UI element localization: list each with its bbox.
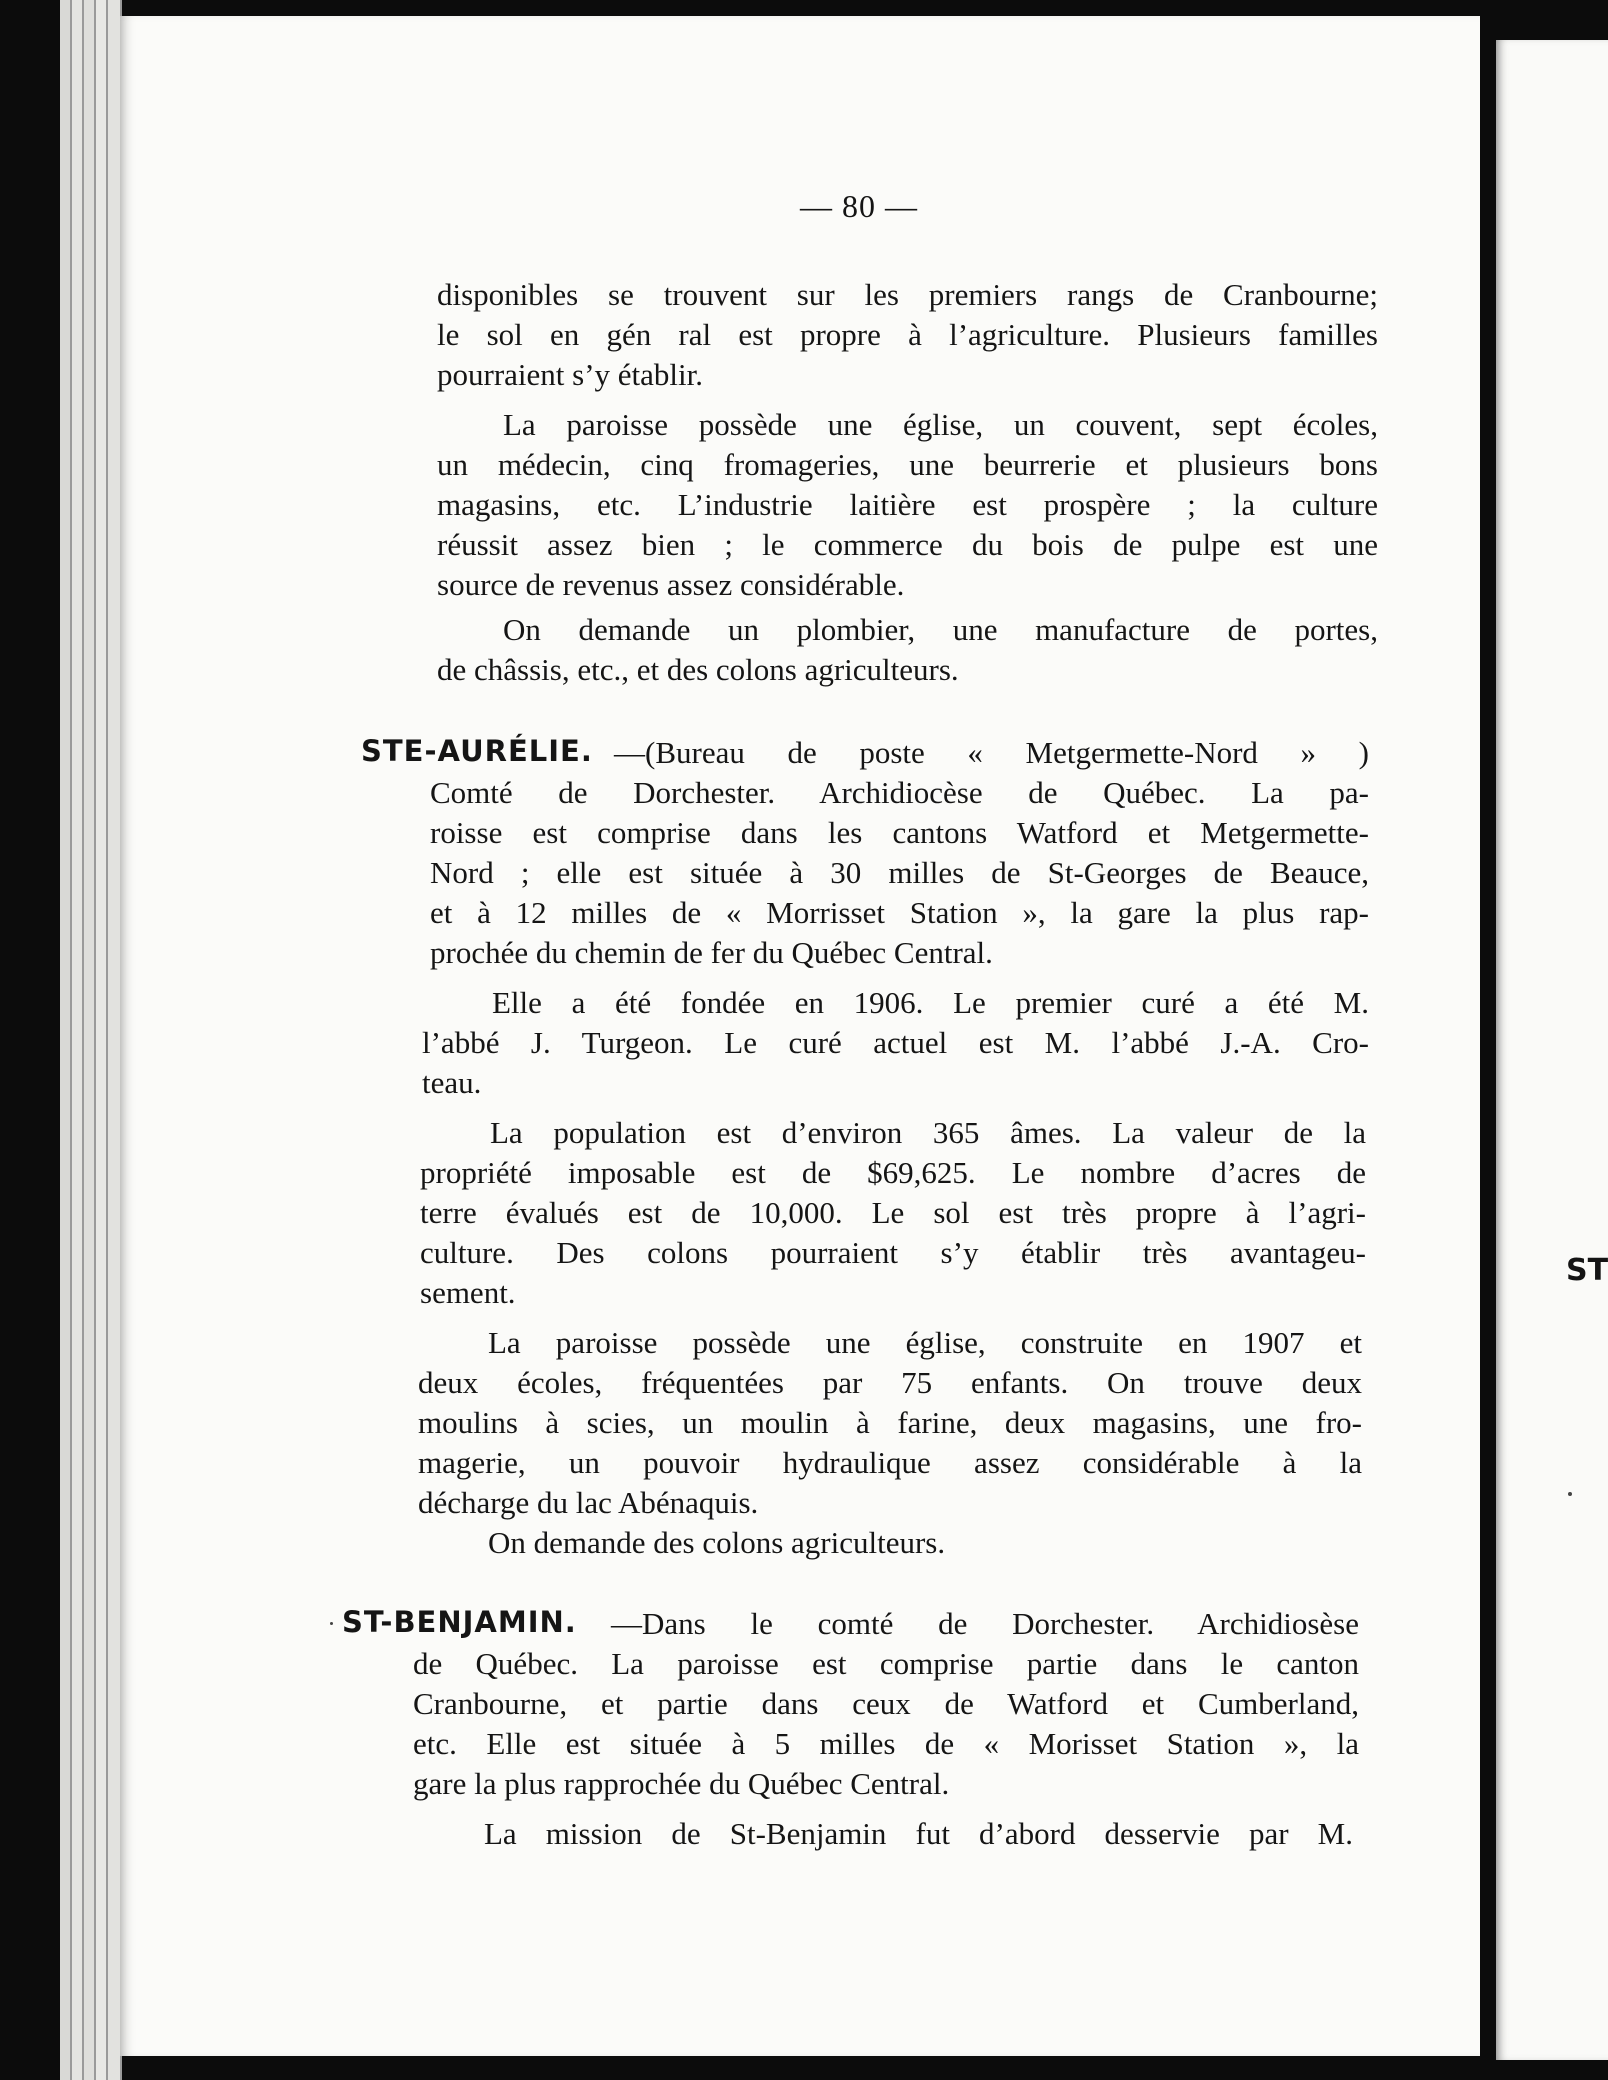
page-edge	[84, 0, 96, 2080]
text-line: Comté de Dorchester. Archidiocèse de Québec. La pa-	[430, 775, 1369, 810]
scan-speck	[1568, 1492, 1572, 1496]
text-line: disponibles se trouvent sur les premiers rangs de Cranbourne;	[437, 277, 1378, 312]
text-line: culture. Des colons pourraient s’y établir très avantageu-	[420, 1235, 1366, 1270]
text-line: On demande des colons agriculteurs.	[488, 1525, 946, 1560]
text-line: etc. Elle est située à 5 milles de « Morisset Station », la	[413, 1726, 1359, 1761]
page-edge	[72, 0, 84, 2080]
text-line: Nord ; elle est située à 30 milles de St-Georges de Beauce,	[430, 855, 1369, 890]
text-line: un médecin, cinq fromageries, une beurrerie et plusieurs bons	[437, 447, 1378, 482]
text-line: de Québec. La paroisse est comprise partie dans le canton	[413, 1646, 1359, 1681]
text-line: La population est d’environ 365 âmes. La valeur de la	[490, 1115, 1366, 1150]
text-line: roisse est comprise dans les cantons Watford et Metgermette-	[430, 815, 1369, 850]
text-line: magerie, un pouvoir hydraulique assez considérable à la	[418, 1445, 1362, 1480]
text-line: terre évalués est de 10,000. Le sol est très propre à l’agri-	[420, 1195, 1366, 1230]
text-line: décharge du lac Abénaquis.	[418, 1485, 759, 1520]
text-line: —Dans le comté de Dorchester. Archidiosèse	[611, 1606, 1359, 1641]
text-line: pourraient s’y établir.	[437, 357, 703, 392]
text-line: le sol en gén ral est propre à l’agriculture. Plusieurs familles	[437, 317, 1378, 352]
page-number: — 80 —	[800, 188, 918, 224]
text-line: La mission de St-Benjamin fut d’abord desservie par M.	[484, 1816, 1353, 1851]
text-line: deux écoles, fréquentées par 75 enfants. On trouve deux	[418, 1365, 1362, 1400]
text-line: La paroisse possède une église, un couvent, sept écoles,	[503, 407, 1378, 442]
entry-headword: ST-BENJAMIN.	[342, 1605, 577, 1639]
text-line: Cranbourne, et partie dans ceux de Watford et Cumberland,	[413, 1686, 1359, 1721]
text-line: On demande un plombier, une manufacture de portes,	[503, 612, 1378, 647]
text-line: magasins, etc. L’industrie laitière est prospère ; la culture	[437, 487, 1378, 522]
scan-speck	[330, 1622, 333, 1625]
text-line: propriété imposable est de $69,625. Le nombre d’acres de	[420, 1155, 1366, 1190]
entry-headword: STE-AURÉLIE.	[361, 734, 593, 768]
text-line: moulins à scies, un moulin à farine, deux magasins, une fro-	[418, 1405, 1362, 1440]
text-line: de châssis, etc., et des colons agriculteurs.	[437, 652, 959, 687]
text-line: source de revenus assez considérable.	[437, 567, 905, 602]
text-line: —(Bureau de poste « Metgermette-Nord » )	[614, 735, 1369, 770]
page-edge	[60, 0, 72, 2080]
text-line: Elle a été fondée en 1906. Le premier curé a été M.	[492, 985, 1369, 1020]
facing-page-heading: ST	[1566, 1253, 1608, 1288]
facing-page	[1496, 40, 1608, 2060]
text-line: La paroisse possède une église, construite en 1907 et	[488, 1325, 1362, 1360]
text-line: et à 12 milles de « Morrisset Station », la gare la plus rap-	[430, 895, 1369, 930]
text-line: gare la plus rapprochée du Québec Central.	[413, 1766, 950, 1801]
text-line: l’abbé J. Turgeon. Le curé actuel est M. l’abbé J.-A. Cro-	[422, 1025, 1369, 1060]
text-line: sement.	[420, 1275, 516, 1310]
page-edge	[96, 0, 108, 2080]
text-line: prochée du chemin de fer du Québec Central.	[430, 935, 993, 970]
text-line: teau.	[422, 1065, 482, 1100]
text-line: réussit assez bien ; le commerce du bois de pulpe est une	[437, 527, 1378, 562]
